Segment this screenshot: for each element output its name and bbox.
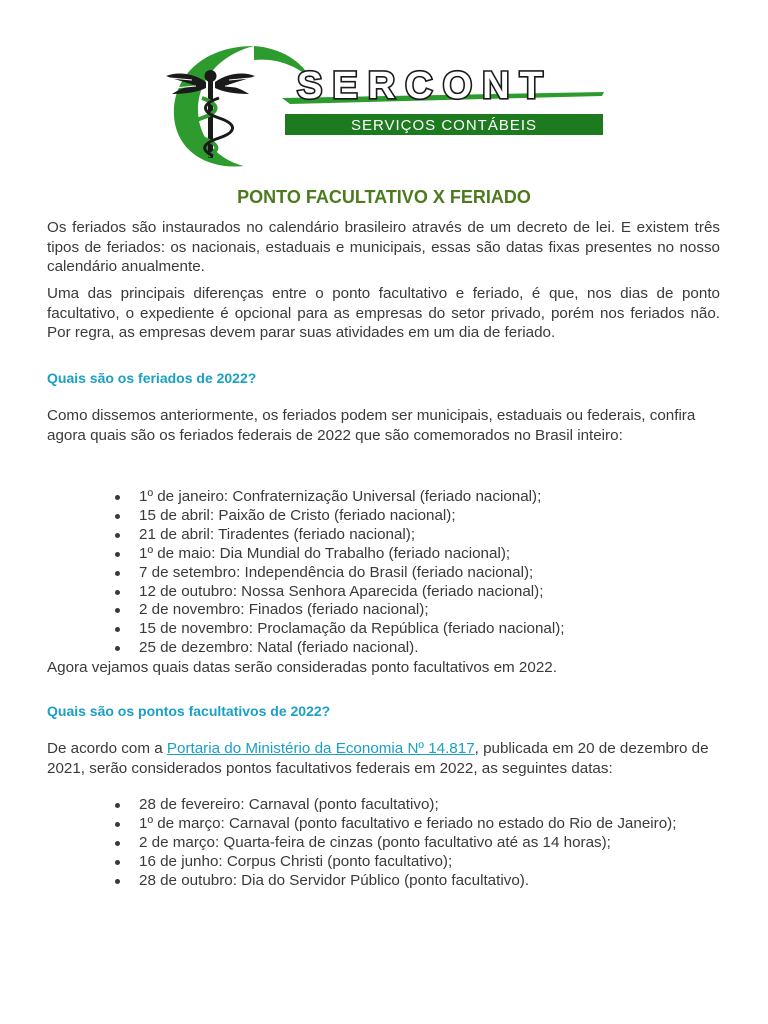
list-item: [0, 488, 565, 507]
pontos-facultativos-list: [0, 796, 699, 891]
list-item-text: 16 de junho: Corpus Christi (ponto facultativo);: [139, 852, 453, 870]
list-item-text: 12 de outubro: Nossa Senhora Aparecida (feriado nacional);: [139, 582, 544, 600]
section1-text: Como dissemos anteriormente, os feriados podem ser municipais, estaduais ou federais, confira agora quais são os feriados federais de 2022 que são comemorados no Brasil inteiro:: [47, 407, 696, 444]
bullet-icon: [115, 803, 120, 808]
list-item: [0, 545, 565, 564]
list-item-text: 1º de janeiro: Confraternização Universal (feriado nacional);: [139, 488, 542, 505]
section-heading-pontos: Quais são os pontos facultativos de 2022?: [47, 703, 331, 719]
list-item: [0, 564, 565, 583]
logo-brand-text: SERCONT: [297, 65, 553, 107]
bullet-icon: [115, 495, 120, 500]
intro-paragraph-1: Os feriados são instaurados no calendário brasileiro através de um decreto de lei. E existem três tipos de feriados: os nacionais, estaduais e municipais, essas são datas fixas presentes no nosso calendário anualmente.: [47, 219, 720, 275]
list-item-text: 1º de março: Carnaval (ponto facultativo e feriado no estado do Rio de Janeiro);: [139, 814, 677, 832]
portaria-link[interactable]: Portaria do Ministério da Economia Nº 14.817: [166, 740, 475, 757]
bullet-icon: [115, 860, 120, 865]
section2-text-after: , publicada em 20 de dezembro de 2021, serão considerados pontos facultativos federais em 2022, as seguintes datas:: [47, 740, 709, 777]
bullet-icon: [115, 822, 120, 827]
intro-paragraph-2: Uma das principais diferenças entre o ponto facultativo e feriado, é que, nos dias de ponto facultativo, o expediente é opcional para as empresas do setor privado, porém nos feriados não. Por regra, as empresas devem parar suas atividades em um dia de feriado.: [47, 285, 720, 341]
bullet-icon: [115, 627, 120, 632]
sercont-logo: [162, 38, 607, 173]
list-item: [0, 620, 565, 639]
bullet-icon: [115, 552, 120, 557]
list-item-text: 7 de setembro: Independência do Brasil (feriado nacional);: [139, 563, 534, 581]
list-item-text: 15 de novembro: Proclamação da República (feriado nacional);: [139, 620, 565, 638]
list-item: [0, 639, 565, 658]
feriados-list: [0, 488, 565, 658]
list-item-text: 28 de fevereiro: Carnaval (ponto facultativo);: [139, 796, 439, 813]
section-heading-feriados: Quais são os feriados de 2022?: [47, 370, 257, 386]
section2-text: [47, 739, 722, 778]
bullet-icon: [115, 841, 120, 846]
list-item: [0, 601, 565, 620]
list-item: [0, 796, 699, 815]
page-title: PONTO FACULTATIVO X FERIADO: [237, 187, 531, 207]
list-item: [0, 853, 699, 872]
list-item-text: 2 de novembro: Finados (feriado nacional);: [139, 601, 429, 619]
bullet-icon: [115, 646, 120, 651]
list-item-text: 15 de abril: Paixão de Cristo (feriado nacional);: [139, 506, 456, 524]
bullet-icon: [115, 608, 120, 613]
bullet-icon: [115, 879, 120, 884]
list-item-text: 25 de dezembro: Natal (feriado nacional).: [139, 639, 419, 657]
section1-after-text: Agora vejamos quais datas serão consideradas ponto facultativos em 2022.: [47, 659, 557, 676]
list-item: [0, 815, 699, 834]
section2-text-before: De acordo com a: [47, 740, 167, 757]
list-item-text: 28 de outubro: Dia do Servidor Público (ponto facultativo).: [139, 871, 530, 889]
list-item: [0, 872, 699, 891]
list-item: [0, 583, 565, 602]
bullet-icon: [115, 571, 120, 576]
list-item-text: 1º de maio: Dia Mundial do Trabalho (feriado nacional);: [139, 544, 511, 562]
bullet-icon: [115, 514, 120, 519]
logo-tagline-text: SERVIÇOS CONTÁBEIS: [350, 117, 538, 134]
list-item-text: 21 de abril: Tiradentes (feriado nacional);: [139, 525, 416, 543]
bullet-icon: [115, 590, 120, 595]
bullet-icon: [115, 533, 120, 538]
list-item: [0, 507, 565, 526]
list-item-text: 2 de março: Quarta-feira de cinzas (ponto facultativo até as 14 horas);: [139, 833, 611, 851]
list-item: [0, 526, 565, 545]
caduceus-staff: [208, 78, 213, 158]
list-item: [0, 834, 699, 853]
